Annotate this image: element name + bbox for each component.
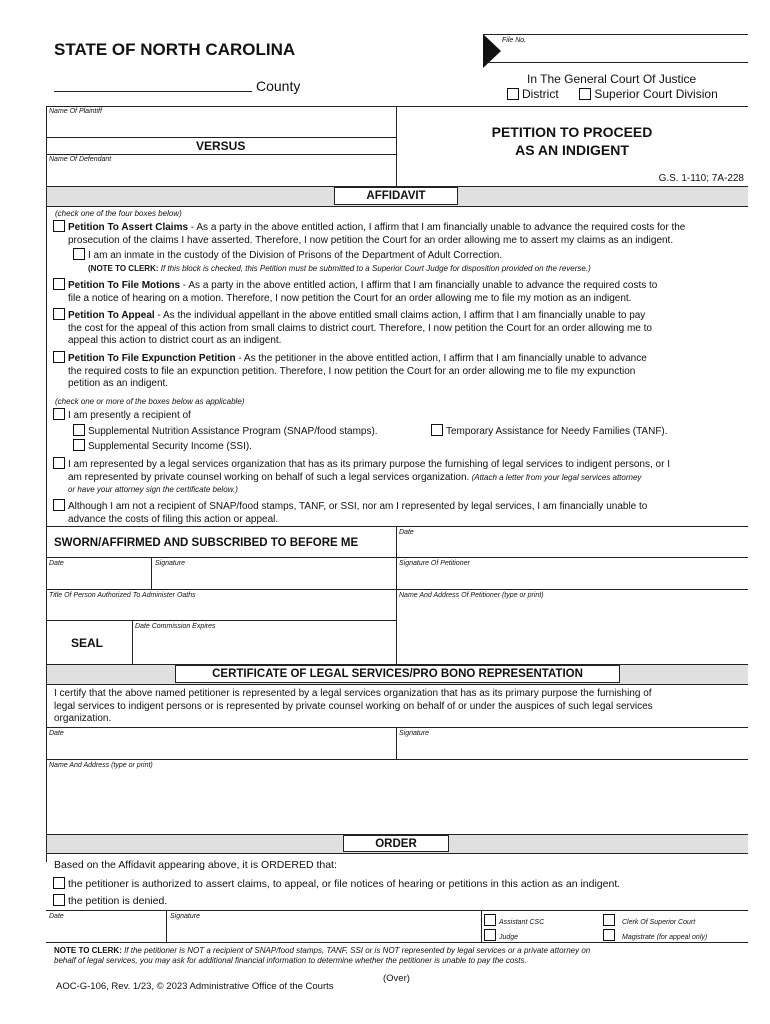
inmate-option: I am an inmate in the custody of the Division of Prisons of the Department of Adult Correction. bbox=[73, 248, 502, 263]
county-label: County bbox=[256, 78, 301, 94]
inmate-checkbox[interactable] bbox=[73, 248, 85, 260]
affidavit-heading: AFFIDAVIT bbox=[334, 187, 458, 205]
clerk-option: Clerk Of Superior Court bbox=[603, 914, 695, 926]
denied-checkbox[interactable] bbox=[53, 894, 65, 906]
county-line[interactable] bbox=[54, 91, 252, 92]
authorized-option: the petitioner is authorized to assert claims, to appeal, or file notices of hearing or petitions in this action as an indigent. bbox=[53, 877, 620, 891]
legal-services-option: I am represented by a legal services organization that has as its primary purpose the furnishing of legal services to indigent persons, or I am represented by private counsel working on behalf of such a legal services organization. (Attach a letter from your legal services attorney or have your attorney sign the certificate below.) bbox=[53, 457, 745, 497]
authorized-checkbox[interactable] bbox=[53, 877, 65, 889]
file-no-label: File No. bbox=[502, 37, 527, 44]
defendant-label: Name Of Defendant bbox=[49, 156, 112, 163]
page-title: PETITION TO PROCEED AS AN INDIGENT bbox=[491, 124, 653, 158]
judge-option: Judge bbox=[484, 929, 518, 941]
plaintiff-label: Name Of Plaintiff bbox=[49, 108, 102, 115]
assistant-csc-option: Assistant CSC bbox=[484, 914, 544, 926]
motions-option: Petition To File Motions - As a party in the above entitled action, I affirm that I am financially unable to advance the required costs to file a notice of hearing on a motion. Therefore, I now petition the Court for an order allowing me to file my motion as an indigent. bbox=[53, 278, 743, 305]
snap-checkbox[interactable] bbox=[73, 424, 85, 436]
clerk-note: NOTE TO CLERK: If the petitioner is NOT a recipient of SNAP/food stamps, TANF, SSI or is NOT represented by legal services or a private attorney on behalf of legal services, you may ask for additional financial information to determine whether the petitioner is unable to pay the costs. bbox=[54, 946, 591, 965]
order-date-label: Date bbox=[49, 913, 64, 920]
versus-label: VERSUS bbox=[196, 139, 246, 153]
district-checkbox[interactable] bbox=[507, 88, 519, 100]
petitioner-name-address-label: Name And Address Of Petitioner (type or print) bbox=[399, 592, 544, 599]
although-option: Although I am not a recipient of SNAP/food stamps, TANF, or SSI, nor am I represented by legal services, I am financially unable to advance the costs of filing this action or appeal. bbox=[53, 499, 745, 526]
sworn-date-label: Date bbox=[49, 560, 64, 567]
expunction-checkbox[interactable] bbox=[53, 351, 65, 363]
claims-checkbox[interactable] bbox=[53, 220, 65, 232]
check-more-instruction: (check one or more of the boxes below as applicable) bbox=[55, 397, 245, 406]
commission-label: Date Commission Expires bbox=[135, 623, 216, 630]
tanf-option: Temporary Assistance for Needy Families (TANF). bbox=[431, 424, 668, 439]
certificate-signature-label: Signature bbox=[399, 730, 429, 737]
district-label: District bbox=[522, 87, 559, 101]
clerk-checkbox[interactable] bbox=[603, 914, 615, 926]
certificate-name-address-label: Name And Address (type or print) bbox=[49, 762, 153, 769]
certificate-heading: CERTIFICATE OF LEGAL SERVICES/PRO BONO REPRESENTATION bbox=[175, 665, 620, 683]
state-title: STATE OF NORTH CAROLINA bbox=[54, 40, 296, 59]
over-label: (Over) bbox=[383, 973, 410, 984]
check-one-instruction: (check one of the four boxes below) bbox=[55, 209, 182, 218]
magistrate-checkbox[interactable] bbox=[603, 929, 615, 941]
magistrate-option: Magistrate (for appeal only) bbox=[603, 929, 707, 941]
appeal-checkbox[interactable] bbox=[53, 308, 65, 320]
recipient-option: I am presently a recipient of bbox=[53, 408, 191, 423]
motions-checkbox[interactable] bbox=[53, 278, 65, 290]
certificate-text: I certify that the above named petitioner is represented by a legal services organization that has as its primary purpose the furnishing of legal services to indigent persons or is represented by private counsel working on behalf of or under the auspices of such legal services organization. bbox=[54, 688, 653, 724]
claims-option: Petition To Assert Claims - As a party in the above entitled action, I affirm that I am financially unable to advance the required costs for the prosecution of the claims I have asserted. Therefore, I now petition the Court for an order allowing me to assert my claims as an indigent. bbox=[53, 220, 743, 247]
seal-label: SEAL bbox=[71, 636, 104, 650]
snap-option: Supplemental Nutrition Assistance Program (SNAP/food stamps). bbox=[73, 424, 378, 439]
court-label: In The General Court Of Justice bbox=[527, 72, 697, 86]
tanf-checkbox[interactable] bbox=[431, 424, 443, 436]
assistant-csc-checkbox[interactable] bbox=[484, 914, 496, 926]
order-heading: ORDER bbox=[343, 835, 449, 852]
sworn-signature-label: Signature bbox=[155, 560, 185, 567]
superior-checkbox[interactable] bbox=[579, 88, 591, 100]
denied-option: the petition is denied. bbox=[53, 894, 167, 908]
ssi-checkbox[interactable] bbox=[73, 439, 85, 451]
order-signature-label: Signature bbox=[170, 913, 200, 920]
form-id: AOC-G-106, Rev. 1/23, © 2023 Administrative Office of the Courts bbox=[56, 981, 334, 992]
title-person-label: Title Of Person Authorized To Administer Oaths bbox=[49, 592, 196, 599]
order-intro: Based on the Affidavit appearing above, it is ORDERED that: bbox=[54, 859, 337, 871]
sworn-date-right-label: Date bbox=[399, 529, 414, 536]
legal-services-checkbox[interactable] bbox=[53, 457, 65, 469]
although-checkbox[interactable] bbox=[53, 499, 65, 511]
sworn-heading: SWORN/AFFIRMED AND SUBSCRIBED TO BEFORE ME bbox=[54, 537, 359, 549]
inmate-note: (NOTE TO CLERK: If this block is checked, this Petition must be submitted to a Superior Court Judge for disposition provided on the reverse.) bbox=[88, 264, 591, 273]
expunction-option: Petition To File Expunction Petition - As the petitioner in the above entitled action, I affirm that I am financially unable to advance the required costs to file an expunction petition. Therefore, I now petition the Court for an order allowing me to file my expunction petition as an indigent. bbox=[53, 351, 743, 391]
ssi-option: Supplemental Security Income (SSI). bbox=[73, 439, 252, 454]
recipient-checkbox[interactable] bbox=[53, 408, 65, 420]
certificate-date-label: Date bbox=[49, 730, 64, 737]
petitioner-signature-label: Signature Of Petitioner bbox=[399, 560, 470, 567]
statute-ref: G.S. 1-110; 7A-228 bbox=[658, 173, 744, 184]
superior-label: Superior Court Division bbox=[594, 87, 718, 101]
appeal-option: Petition To Appeal - As the individual appellant in the above entitled small claims action, I affirm that I am financially unable to pay the cost for the appeal of this action from small claims to district court. Therefore, I now petition the Court for an order allowing me to appeal this action to district court as an indigent. bbox=[53, 308, 743, 348]
judge-checkbox[interactable] bbox=[484, 929, 496, 941]
